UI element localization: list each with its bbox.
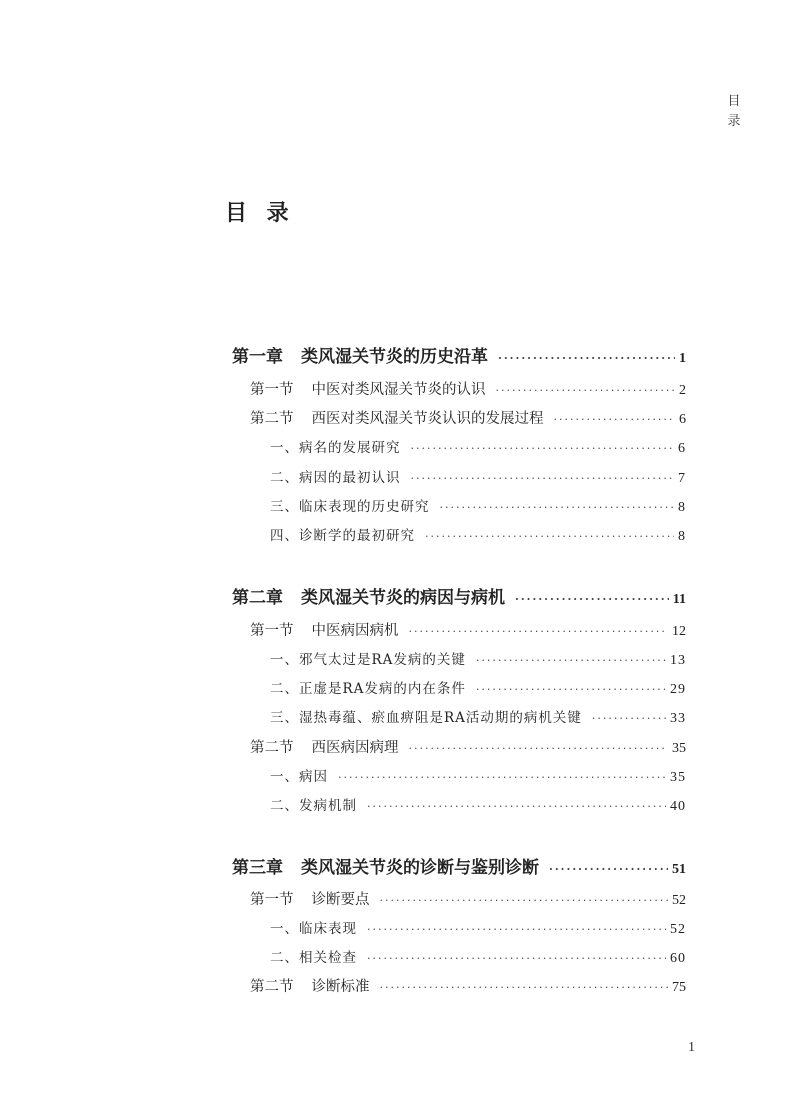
item-title: 二、相关检查 [270, 950, 357, 966]
page-ref: 35 [672, 741, 686, 756]
item-title: 一、临床表现 [270, 921, 357, 937]
item-title: 三、湿热毒蕴、瘀血痹阻是RA活动期的病机关键 [270, 710, 582, 726]
leader-dots [380, 894, 669, 907]
section-title: 中医病因病机 [311, 623, 399, 639]
section-title: 诊断要点 [311, 892, 370, 908]
leader-dots [411, 472, 675, 485]
page-ref: 51 [672, 862, 686, 877]
leader-dots [549, 863, 668, 876]
section-number: 第二节 [250, 411, 294, 427]
section-title: 西医对类风湿关节炎认识的发展过程 [311, 411, 544, 427]
leader-dots [592, 712, 666, 725]
toc-item-entry[interactable] [270, 648, 686, 669]
item-title: 一、病因 [270, 769, 328, 785]
toc-item-entry[interactable] [270, 495, 686, 516]
section-number: 第一节 [250, 382, 294, 398]
chapter-number: 第三章 [232, 858, 283, 878]
leader-dots [409, 742, 669, 755]
toc-chapter-entry[interactable] [232, 342, 686, 367]
leader-dots [498, 352, 675, 365]
leader-dots [496, 384, 676, 397]
toc-section-entry[interactable] [250, 888, 686, 909]
leader-dots [380, 981, 669, 994]
leader-dots [425, 530, 674, 543]
toc-item-entry[interactable] [270, 706, 686, 727]
running-head-char: 目 [727, 94, 741, 109]
page-ref: 33 [670, 711, 686, 726]
item-title: 一、病名的发展研究 [270, 440, 401, 456]
running-head [726, 92, 742, 132]
page-ref: 40 [670, 799, 686, 814]
toc-item-entry[interactable] [270, 917, 686, 938]
section-number: 第一节 [250, 892, 294, 908]
chapter-title: 类风湿关节炎的诊断与鉴别诊断 [301, 858, 539, 878]
section-number: 第二节 [250, 979, 294, 995]
page-ref: 6 [679, 412, 686, 427]
toc-section-entry[interactable] [250, 736, 686, 757]
leader-dots [367, 952, 666, 965]
toc-section-entry[interactable] [250, 975, 686, 996]
page-ref: 52 [670, 922, 686, 937]
toc-item-entry[interactable] [270, 677, 686, 698]
toc-item-entry[interactable] [270, 794, 686, 815]
page-ref: 52 [672, 893, 686, 908]
leader-dots [367, 923, 666, 936]
page-ref: 11 [672, 592, 686, 607]
page-ref: 29 [670, 682, 686, 697]
item-title: 四、诊断学的最初研究 [270, 528, 415, 544]
item-title: 二、病因的最初认识 [270, 470, 401, 486]
toc-item-entry[interactable] [270, 436, 686, 457]
page-ref: 13 [670, 653, 686, 668]
page-ref: 75 [672, 980, 686, 995]
leader-dots [338, 771, 666, 784]
toc-section-entry[interactable] [250, 619, 686, 640]
section-number: 第一节 [250, 623, 294, 639]
item-title: 一、邪气太过是RA发病的关键 [270, 652, 466, 668]
section-title: 中医对类风湿关节炎的认识 [311, 382, 486, 398]
toc-item-entry[interactable] [270, 524, 686, 545]
chapter-number: 第一章 [232, 347, 283, 367]
page-ref: 2 [679, 383, 686, 398]
item-title: 二、发病机制 [270, 798, 357, 814]
leader-dots [367, 800, 666, 813]
leader-dots [440, 501, 675, 514]
leader-dots [554, 413, 676, 426]
toc-chapter-entry[interactable] [232, 583, 686, 608]
page-ref: 1 [679, 351, 686, 366]
leader-dots [476, 654, 666, 667]
toc-item-entry[interactable] [270, 466, 686, 487]
toc-chapter-entry[interactable] [232, 853, 686, 878]
toc-item-entry[interactable] [270, 946, 686, 967]
page-ref: 8 [678, 500, 686, 515]
chapter-number: 第二章 [232, 588, 283, 608]
leader-dots [476, 683, 666, 696]
chapter-title: 类风湿关节炎的历史沿革 [301, 347, 488, 367]
toc-item-entry[interactable] [270, 765, 686, 786]
section-number: 第二节 [250, 740, 294, 756]
page-ref: 6 [678, 441, 686, 456]
page-title: 目 录 [225, 200, 295, 226]
page-ref: 12 [672, 624, 686, 639]
item-title: 三、临床表现的历史研究 [270, 499, 430, 515]
leader-dots [411, 442, 675, 455]
page-ref: 8 [678, 529, 686, 544]
item-title: 二、正虚是RA发病的内在条件 [270, 681, 466, 697]
chapter-title: 类风湿关节炎的病因与病机 [301, 588, 505, 608]
page-number: 1 [688, 1040, 695, 1055]
running-head-char: 录 [727, 114, 741, 129]
leader-dots [409, 625, 669, 638]
page-ref: 7 [678, 471, 686, 486]
page-ref: 60 [670, 951, 686, 966]
section-title: 诊断标准 [311, 979, 370, 995]
leader-dots [515, 593, 669, 606]
toc-section-entry[interactable] [250, 407, 686, 428]
page-ref: 35 [670, 770, 686, 785]
toc-section-entry[interactable] [250, 378, 686, 399]
section-title: 西医病因病理 [311, 740, 399, 756]
